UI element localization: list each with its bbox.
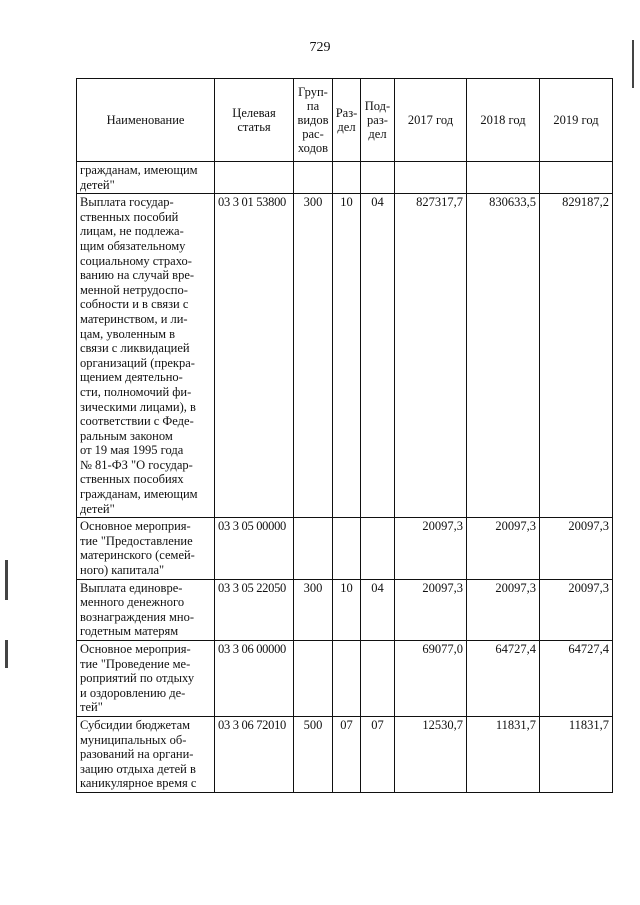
row-2017: 20097,3 xyxy=(395,518,467,579)
header-subsection: Под- раз- дел xyxy=(361,79,395,162)
table-row xyxy=(77,716,613,792)
scan-edge-mark xyxy=(5,640,8,668)
row-target-code: 03 3 05 22050 xyxy=(215,579,294,640)
row-2018: 64727,4 xyxy=(467,641,540,717)
row-2018: 11831,7 xyxy=(467,716,540,792)
row-name: Основное мероприя- тие "Предоставление материнского (семей- ного) капитала" xyxy=(77,518,215,579)
scan-edge-mark xyxy=(632,40,634,88)
row-2019: 20097,3 xyxy=(540,579,613,640)
row-subsection xyxy=(361,518,395,579)
header-target: Целевая статья xyxy=(215,79,294,162)
table-row xyxy=(77,641,613,717)
header-name: Наименование xyxy=(77,79,215,162)
row-2018: 20097,3 xyxy=(467,518,540,579)
scan-edge-mark xyxy=(5,560,8,600)
row-target-code: 03 3 01 53800 xyxy=(215,194,294,518)
table-row xyxy=(77,162,613,194)
row-group: 500 xyxy=(294,716,333,792)
row-2019: 64727,4 xyxy=(540,641,613,717)
row-subsection: 04 xyxy=(361,579,395,640)
row-2018: 20097,3 xyxy=(467,579,540,640)
row-section xyxy=(333,518,361,579)
row-section xyxy=(333,641,361,717)
row-name: Выплата единовре- менного денежного вознаграждения мно- годетным матерям xyxy=(77,579,215,640)
row-2019: 20097,3 xyxy=(540,518,613,579)
row-2018 xyxy=(467,162,540,194)
row-name: гражданам, имеющим детей" xyxy=(77,162,215,194)
row-2019: 11831,7 xyxy=(540,716,613,792)
row-target-code: 03 3 05 00000 xyxy=(215,518,294,579)
table-header-row xyxy=(77,79,613,162)
row-subsection: 04 xyxy=(361,194,395,518)
row-group: 300 xyxy=(294,194,333,518)
table-row xyxy=(77,194,613,518)
row-target-code: 03 3 06 00000 xyxy=(215,641,294,717)
page-number: 729 xyxy=(309,40,331,55)
row-group xyxy=(294,641,333,717)
row-2017 xyxy=(395,162,467,194)
row-section: 07 xyxy=(333,716,361,792)
row-name: Выплата государ- ственных пособий лицам, не подлежа- щим обязательному социальному страхо- ванию на случай вре- менной нетрудоспо- собности и в связи с материнством, и ли- цам, уволенным в связи с ликвидацией организаций (прекра- щением деятельно- сти, полномочий фи- зическими лицами), в соответствии с Феде- ральным законом от 19 мая 1995 года № 81-ФЗ "О государ- ственных пособиях гражданам, имеющим детей" xyxy=(77,194,215,518)
row-section xyxy=(333,162,361,194)
header-2019: 2019 год xyxy=(540,79,613,162)
header-group: Груп- па видов рас- ходов xyxy=(294,79,333,162)
row-target-code: 03 3 06 72010 xyxy=(215,716,294,792)
row-group: 300 xyxy=(294,579,333,640)
row-2017: 20097,3 xyxy=(395,579,467,640)
row-target-code xyxy=(215,162,294,194)
row-name: Субсидии бюджетам муниципальных об- разований на органи- зацию отдыха детей в каникулярное время с xyxy=(77,716,215,792)
row-2018: 830633,5 xyxy=(467,194,540,518)
row-2017: 69077,0 xyxy=(395,641,467,717)
row-section: 10 xyxy=(333,579,361,640)
row-2017: 12530,7 xyxy=(395,716,467,792)
row-section: 10 xyxy=(333,194,361,518)
row-subsection xyxy=(361,641,395,717)
row-2019: 829187,2 xyxy=(540,194,613,518)
table-row xyxy=(77,518,613,579)
row-group xyxy=(294,518,333,579)
row-subsection: 07 xyxy=(361,716,395,792)
row-2019 xyxy=(540,162,613,194)
row-group xyxy=(294,162,333,194)
header-section: Раз- дел xyxy=(333,79,361,162)
header-2017: 2017 год xyxy=(395,79,467,162)
table-row xyxy=(77,579,613,640)
row-2017: 827317,7 xyxy=(395,194,467,518)
row-subsection xyxy=(361,162,395,194)
row-name: Основное мероприя- тие "Проведение ме- роприятий по отдыху и оздоровлению де- тей" xyxy=(77,641,215,717)
header-2018: 2018 год xyxy=(467,79,540,162)
budget-table xyxy=(76,78,613,793)
